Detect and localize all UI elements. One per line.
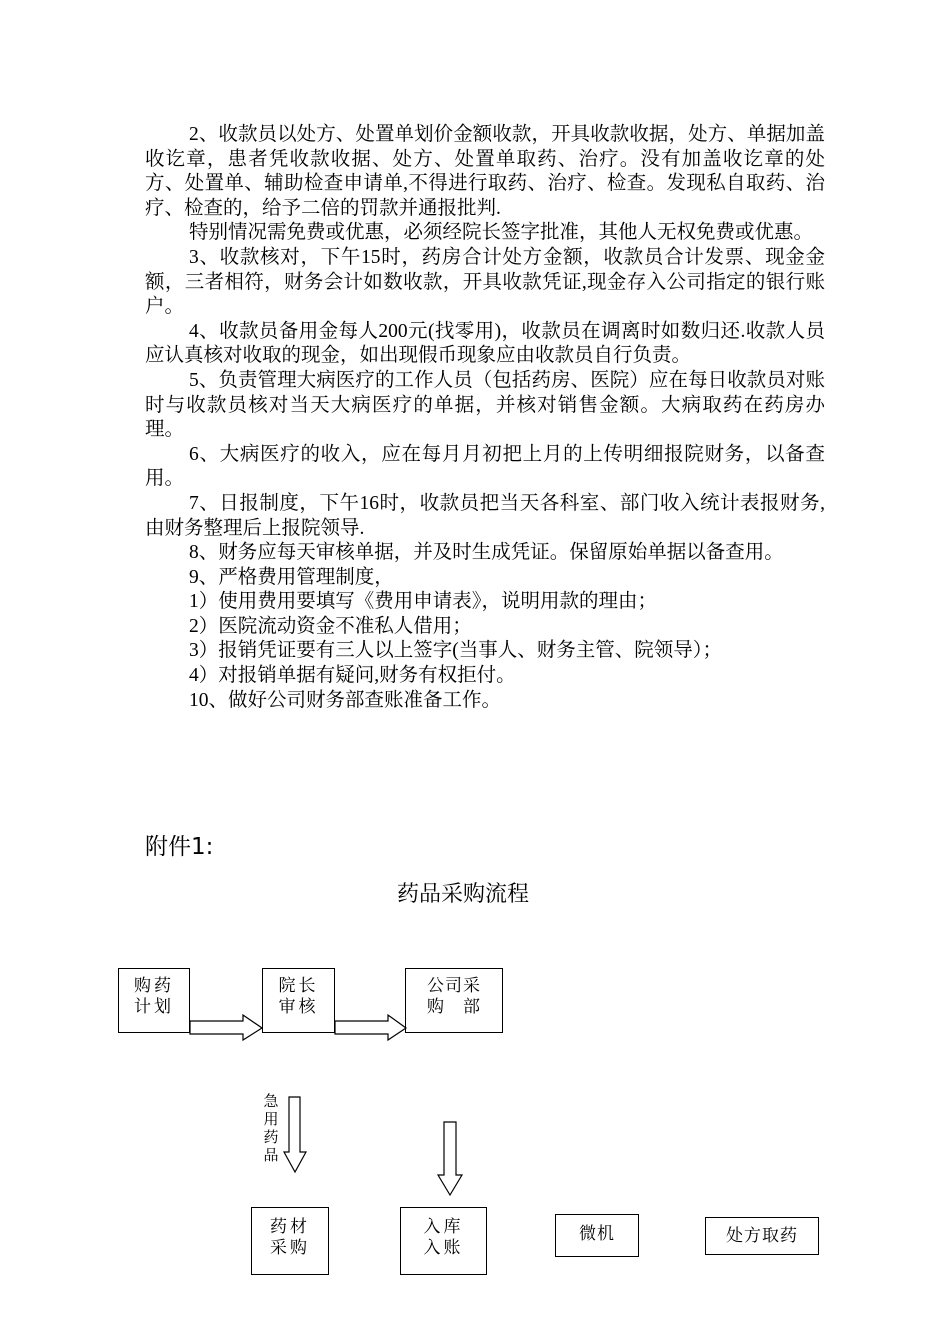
urgent-label-char-4: 品: [263, 1148, 279, 1164]
box-company-purchasing-line-2: 购 部: [427, 997, 481, 1016]
box-dean-review-line-2: 审核: [278, 997, 319, 1016]
box-dean-review-line-1: 院长: [278, 976, 319, 995]
box-stock-in-line-2: 入账: [423, 1238, 464, 1257]
box-computer-label: 微机: [579, 1224, 615, 1243]
arrow-plan-to-dean: [190, 1015, 262, 1040]
box-purchase-plan-line-1: 购药: [134, 976, 174, 995]
box-materials-purchase-line-1: 药材: [270, 1217, 310, 1236]
paragraph-5: 5、负责管理大病医疗的工作人员（包括药房、医院）应在每日收款员对账时与收款员核对当天大病医疗的单据，并核对销售金额。大病取药在药房办理。: [145, 369, 825, 441]
paragraph-6: 6、大病医疗的收入，应在每月月初把上月的上传明细报院财务，以备查用。: [145, 443, 825, 490]
box-company-purchasing-line-1: 公司采: [427, 976, 481, 995]
arrow-dean-to-purchasing: [335, 1015, 406, 1040]
box-stock-in-line-1: 入库: [423, 1217, 464, 1236]
paragraph-8: 8、财务应每天审核单据，并及时生成凭证。保留原始单据以备查用。: [189, 542, 784, 564]
paragraph-2: 2、收款员以处方、处置单划价金额收款，开具收款收据，处方、单据加盖收讫章，患者凭收款收据、处方、处置单取药、治疗。没有加盖收讫章的处方、处置单、辅助检查申请单,不得进行取药、治疗、检查。发现私自取药、治疗、检查的，给予二倍的罚款并通报批判.: [145, 124, 825, 219]
paragraph-7: 7、日报制度，下午16时，收款员把当天各科室、部门收入统计表报财务,由财务整理后上报院领导.: [145, 492, 825, 539]
urgent-label-char-2: 用: [263, 1112, 279, 1128]
urgent-label-char-3: 药: [263, 1130, 279, 1146]
paragraph-4: 4、收款员备用金每人200元(找零用)，收款员在调离时如数归还.收款人员应认真核对收取的现金，如出现假币现象应由收款员自行负责。: [145, 320, 825, 367]
paragraph-special: 特别情况需免费或优惠，必须经院长签字批准，其他人无权免费或优惠。: [189, 222, 814, 244]
flow-title: 药品采购流程: [396, 882, 529, 907]
box-purchase-plan-line-2: 计划: [134, 997, 174, 1016]
paragraph-9: 9、严格费用管理制度，: [189, 566, 394, 588]
arrow-urgent-down: [284, 1097, 306, 1172]
sub-item-2: 2）医院流动资金不准私人借用；: [189, 615, 472, 637]
paragraph-3: 3、收款核对，下午15时，药房合计处方金额，收款员合计发票、现金金额，三者相符，财务会计如数收款，开具收款凭证,现金存入公司指定的银行账户。: [145, 246, 825, 318]
arrow-purchasing-down: [438, 1122, 462, 1195]
attachment-heading: 附件1:: [145, 834, 214, 860]
sub-item-3: 3）报销凭证要有三人以上签字(当事人、财务主管、院领导）；: [189, 640, 722, 662]
sub-item-4: 4）对报销单据有疑问,财务有权拒付。: [189, 665, 516, 687]
sub-item-1: 1）使用费用要填写《费用申请表》，说明用款的理由；: [189, 591, 658, 613]
box-materials-purchase-line-2: 采购: [270, 1238, 310, 1257]
box-prescription-pickup-label: 处方取药: [726, 1226, 798, 1245]
paragraph-10: 10、做好公司财务部查账准备工作。: [189, 689, 502, 711]
urgent-label-char-1: 急: [263, 1094, 279, 1110]
